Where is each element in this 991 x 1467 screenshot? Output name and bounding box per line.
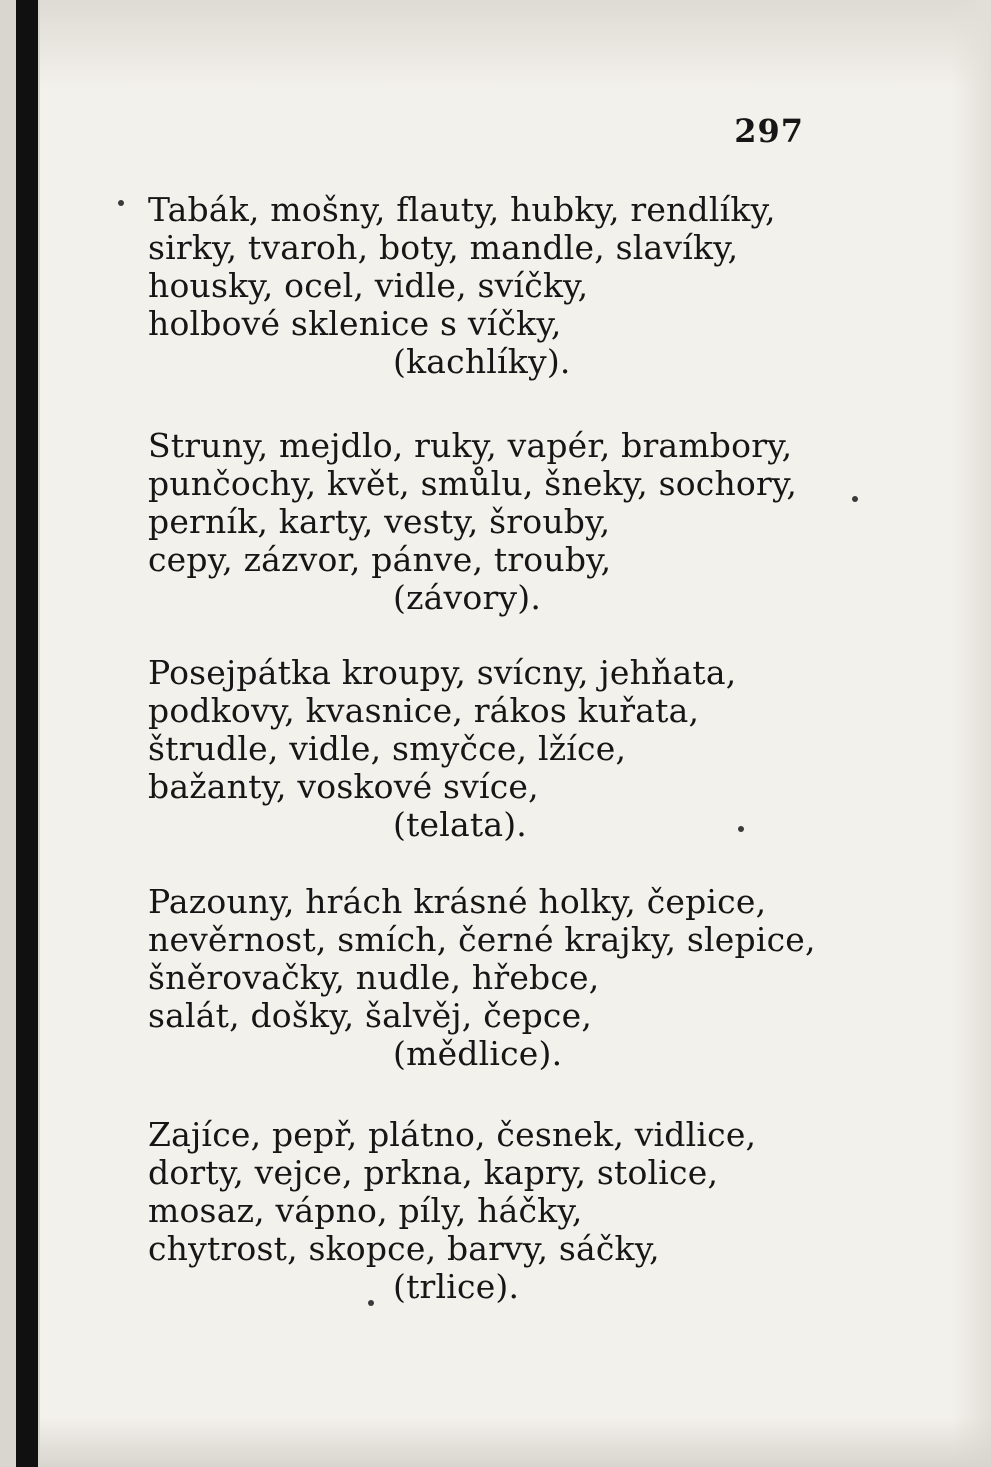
binding-shadow	[16, 0, 38, 1467]
verse-line: dorty, vejce, prkna, kapry, stolice,	[148, 1153, 719, 1192]
verse-line: štrudle, vidle, smyčce, lžíce,	[148, 729, 627, 768]
verse-line: Pazouny, hrách krásné holky, čepice,	[148, 882, 767, 921]
verse-line: šněrovačky, nudle, hřebce,	[148, 958, 600, 997]
ink-speck	[852, 496, 858, 502]
verse-line: podkovy, kvasnice, rákos kuřata,	[148, 691, 700, 730]
riddle-answer: (trlice).	[393, 1267, 520, 1306]
scan-noise-right	[951, 0, 991, 1467]
stanza	[148, 1116, 828, 1306]
stanza	[148, 654, 828, 844]
ink-speck	[118, 200, 124, 206]
verse-line: mosaz, vápno, píly, háčky,	[148, 1191, 583, 1230]
riddle-answer: (kachlíky).	[393, 342, 571, 381]
verse-line: chytrost, skopce, barvy, sáčky,	[148, 1229, 660, 1268]
verse-line: nevěrnost, smích, černé krajky, slepice,	[148, 920, 816, 959]
stanza	[148, 427, 828, 617]
verse-line: cepy, zázvor, pánve, trouby,	[148, 540, 612, 579]
scan-noise-top	[40, 0, 991, 90]
verse-line: punčochy, květ, smůlu, šneky, sochory,	[148, 464, 798, 503]
stanza	[148, 191, 828, 381]
scan-noise-bottom	[40, 1417, 991, 1467]
riddle-answer: (závory).	[393, 578, 542, 617]
stanza	[148, 883, 828, 1073]
verse-line: sirky, tvaroh, boty, mandle, slavíky,	[148, 228, 739, 267]
verse-line: housky, ocel, vidle, svíčky,	[148, 266, 589, 305]
verse-line: Tabák, mošny, flauty, hubky, rendlíky,	[148, 190, 776, 229]
verse-line: Posejpátka kroupy, svícny, jehňata,	[148, 653, 737, 692]
page-number: 297	[734, 112, 804, 150]
verse-line: perník, karty, vesty, šrouby,	[148, 502, 611, 541]
verse-line: Zajíce, pepř, plátno, česnek, vidlice,	[148, 1115, 757, 1154]
verse-line: Struny, mejdlo, ruky, vapér, brambory,	[148, 426, 793, 465]
page-gutter	[0, 0, 40, 1467]
riddle-answer: (telata).	[393, 805, 527, 844]
verse-line: holbové sklenice s víčky,	[148, 304, 562, 343]
verse-line: salát, došky, šalvěj, čepce,	[148, 996, 593, 1035]
verse-line: bažanty, voskové svíce,	[148, 767, 539, 806]
riddle-answer: (mědlice).	[393, 1034, 563, 1073]
